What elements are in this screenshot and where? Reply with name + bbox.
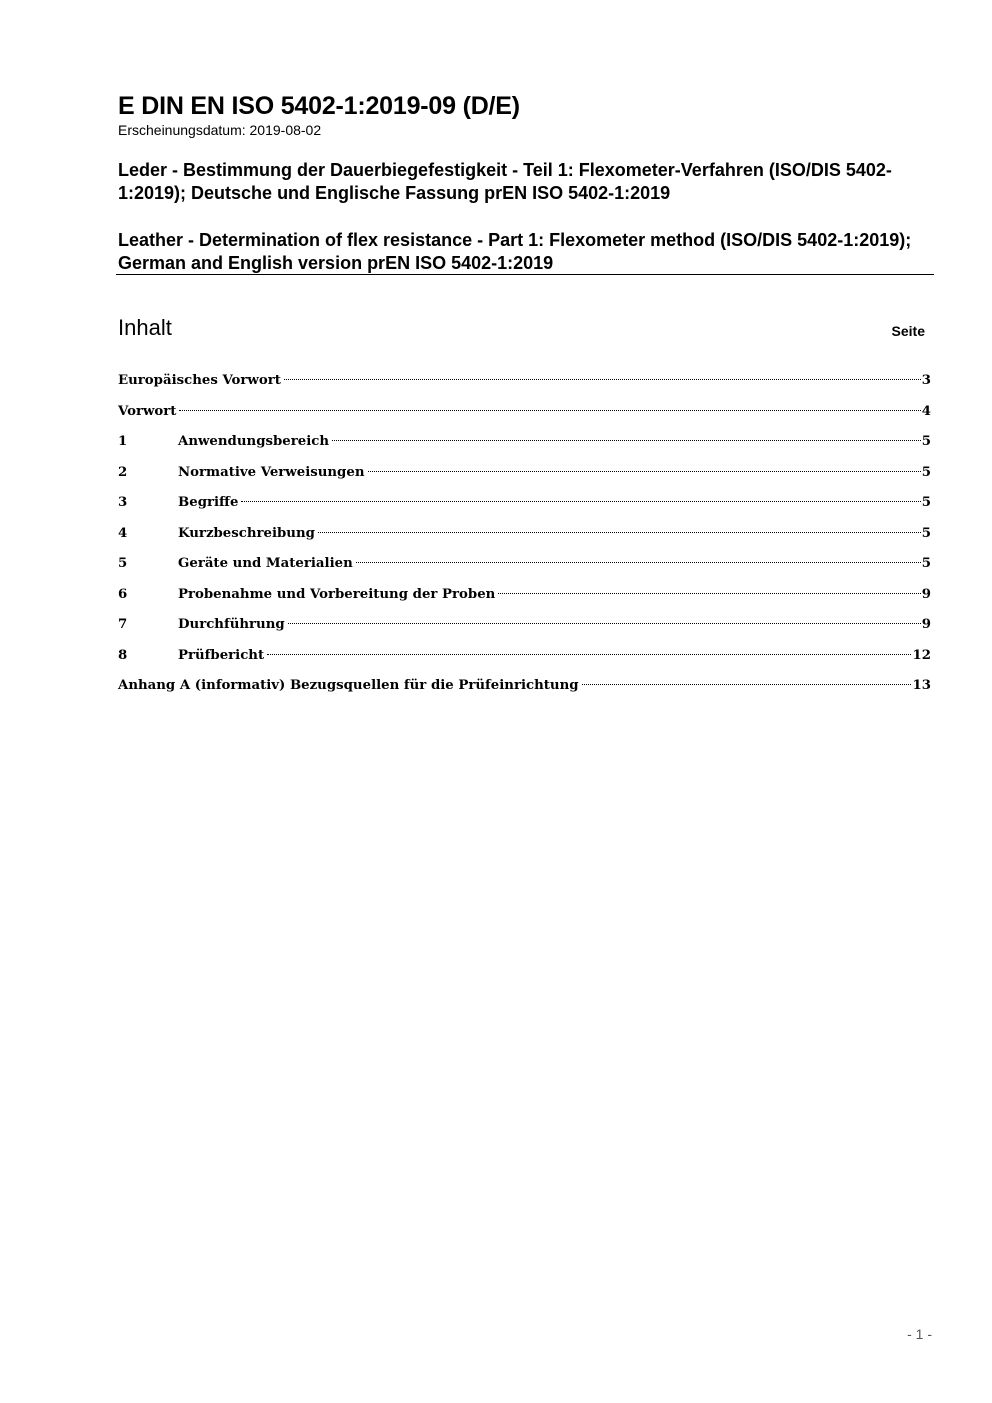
toc-entry-page[interactable]: 5 [921,495,931,510]
toc-entry-label[interactable]: Anwendungsbereich [178,434,330,449]
document-id: E DIN EN ISO 5402-1:2019-09 (D/E) [118,92,520,120]
toc-dot-leader [368,471,921,472]
toc-dot-leader [498,593,920,594]
toc-entry-label[interactable]: Kurzbeschreibung [178,525,315,541]
toc-entry[interactable] [118,400,931,431]
toc-entry[interactable] [118,491,931,522]
toc-dot-leader [267,654,911,655]
toc-entry[interactable] [118,430,931,461]
toc-dot-leader [179,410,920,411]
toc-dot-leader [318,532,921,533]
toc-entry-number: 4 [118,525,128,541]
toc-entry[interactable] [118,461,931,492]
toc-entry-page[interactable]: 5 [921,464,931,480]
toc-heading: Inhalt [118,315,172,340]
toc-entry-page[interactable]: 9 [921,617,931,632]
toc-entry-label[interactable]: Normative Verweisungen [178,464,365,480]
toc-entry-number: 7 [118,617,128,632]
toc-dot-leader [284,379,921,380]
toc-entry-page[interactable]: 4 [921,403,931,419]
toc-entry-label[interactable]: Begriffe [178,495,239,510]
toc-entry-label[interactable]: Geräte und Materialien [178,556,353,571]
toc-entry-label[interactable]: Probenahme und Vorbereitung der Proben [178,586,496,602]
toc-entry-page[interactable]: 5 [921,434,931,449]
toc-entry[interactable] [118,583,931,614]
title-english: Leather - Determination of flex resistance - Part 1: Flexometer method (ISO/DIS 5402-1:2019); German and English version prEN ISO 5402-1:2019 [118,230,912,273]
toc-entry-label[interactable]: Vorwort [118,403,177,419]
toc-entry-page[interactable]: 3 [921,373,931,388]
toc-entry-number: 2 [118,464,128,480]
toc-entry-page[interactable]: 9 [921,586,931,602]
title-german: Leder - Bestimmung der Dauerbiegefestigkeit - Teil 1: Flexometer-Verfahren (ISO/DIS 5402-1:2019); Deutsche und Englische Fassung prEN ISO 5402-1:2019 [118,160,892,203]
toc-entry-number: 1 [118,434,128,449]
toc-entry-label[interactable]: Anhang A (informativ) Bezugsquellen für die Prüfeinrichtung [118,678,579,693]
toc-entry-label[interactable]: Europäisches Vorwort [118,373,281,388]
toc-entry-number: 5 [118,556,128,571]
toc-dot-leader [288,623,921,624]
toc-entry[interactable] [118,369,931,400]
title-divider [116,274,934,275]
table-of-contents [118,369,931,705]
toc-entry[interactable] [118,674,931,705]
toc-entry-page[interactable]: 13 [912,678,931,693]
toc-dot-leader [332,440,921,441]
toc-entry-label[interactable]: Prüfbericht [178,647,265,663]
toc-entry-label[interactable]: Durchführung [178,617,285,632]
toc-entry-page[interactable]: 5 [921,525,931,541]
toc-entry-number: 6 [118,586,128,602]
page-number: - 1 - [907,1326,932,1342]
toc-entry[interactable] [118,613,931,644]
toc-dot-leader [356,562,921,563]
toc-dot-leader [582,684,912,685]
toc-page-column-label: Seite [891,323,925,339]
toc-entry-page[interactable]: 12 [912,647,931,663]
toc-entry-number: 8 [118,647,128,663]
toc-entry[interactable] [118,644,931,675]
toc-dot-leader [241,501,920,502]
toc-entry[interactable] [118,522,931,553]
toc-entry-page[interactable]: 5 [921,556,931,571]
publication-date: Erscheinungsdatum: 2019-08-02 [118,122,322,138]
toc-entry-number: 3 [118,495,128,510]
toc-entry[interactable] [118,552,931,583]
